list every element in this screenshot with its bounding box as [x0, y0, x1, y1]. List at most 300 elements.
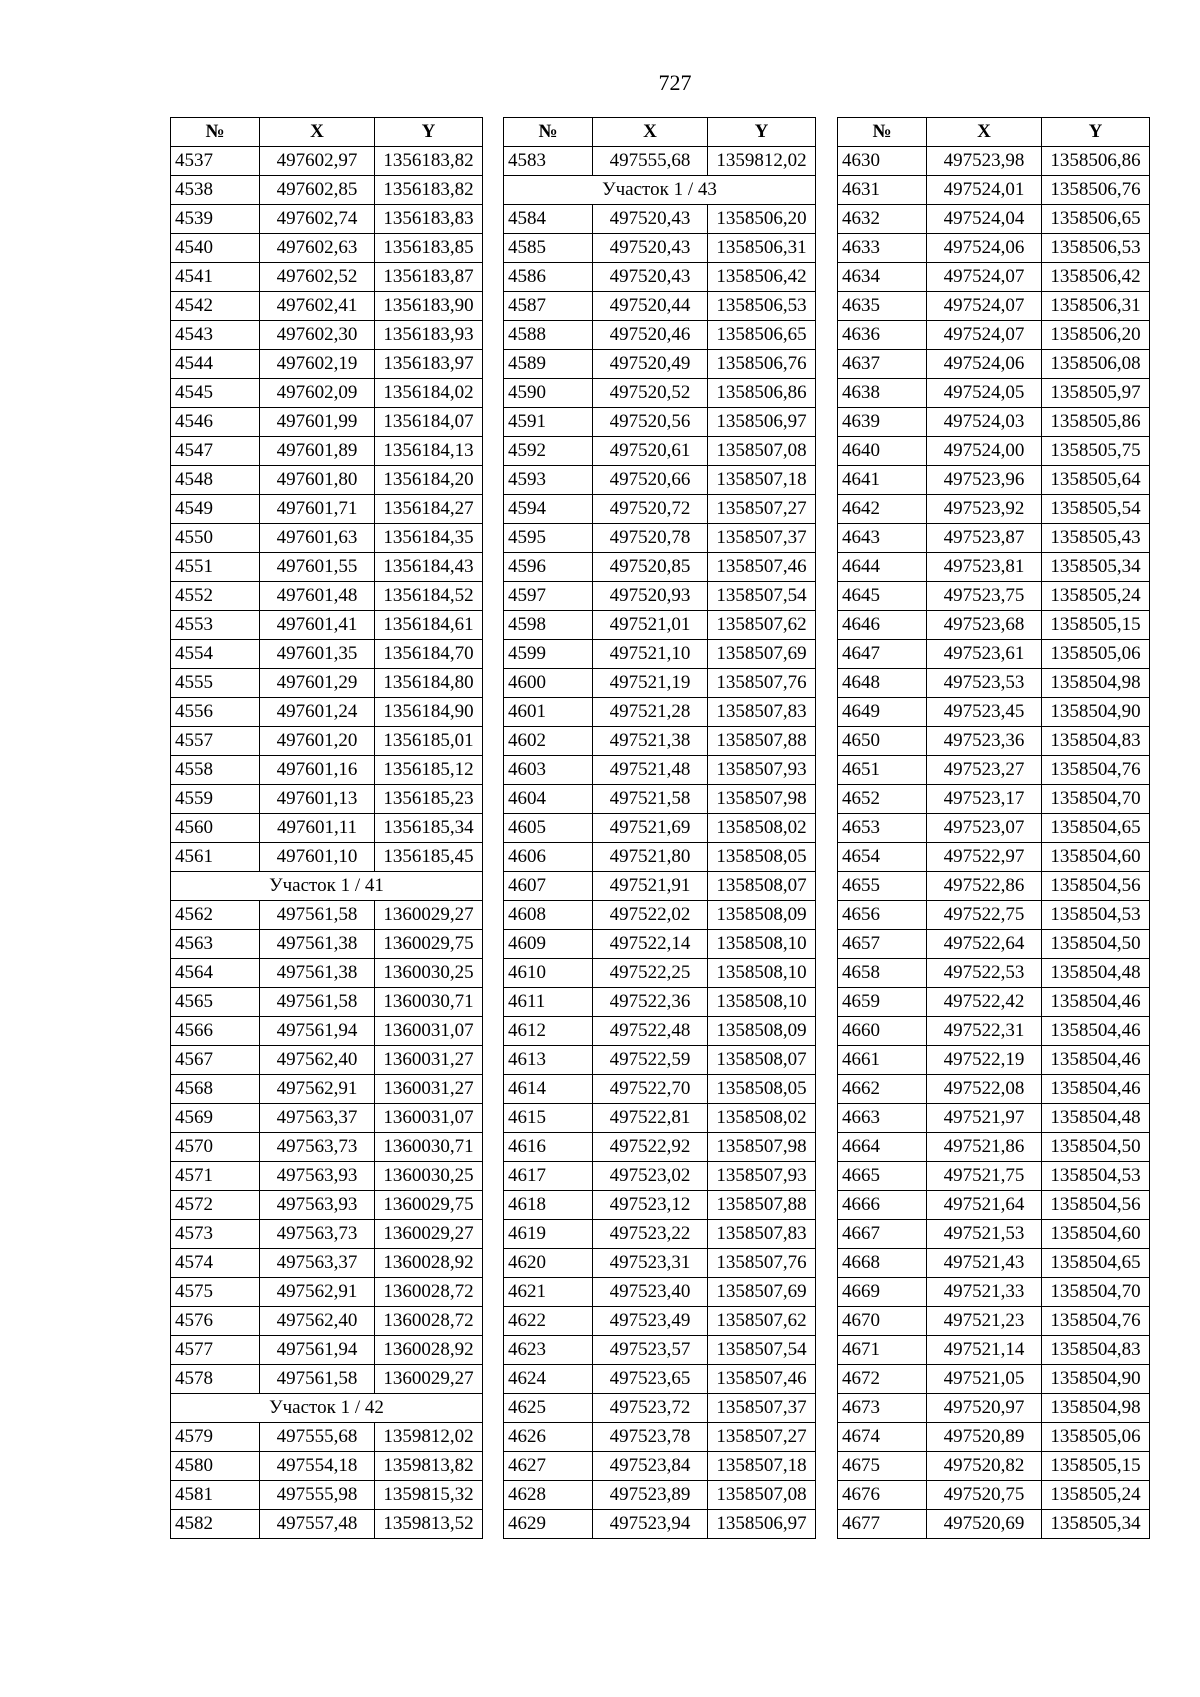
point-number-cell: 4544 [171, 350, 260, 379]
y-coordinate-cell: 1358505,97 [1042, 379, 1150, 408]
point-number-cell: 4667 [838, 1220, 927, 1249]
point-number-cell: 4572 [171, 1191, 260, 1220]
table-row [504, 872, 816, 901]
y-coordinate-cell: 1358507,62 [708, 611, 816, 640]
table-row [504, 988, 816, 1017]
x-coordinate-cell: 497523,53 [927, 669, 1042, 698]
point-number-cell: 4627 [504, 1452, 593, 1481]
y-coordinate-cell: 1358504,46 [1042, 1046, 1150, 1075]
table-row [171, 379, 483, 408]
y-coordinate-cell: 1356184,02 [375, 379, 483, 408]
point-number-cell: 4616 [504, 1133, 593, 1162]
table-row [504, 1017, 816, 1046]
y-coordinate-cell: 1358504,50 [1042, 930, 1150, 959]
y-coordinate-cell: 1360029,27 [375, 1220, 483, 1249]
y-coordinate-cell: 1360030,25 [375, 959, 483, 988]
point-number-cell: 4562 [171, 901, 260, 930]
point-number-cell: 4650 [838, 727, 927, 756]
table-row [838, 843, 1150, 872]
y-coordinate-cell: 1360029,75 [375, 1191, 483, 1220]
x-coordinate-cell: 497601,29 [260, 669, 375, 698]
table-row [171, 553, 483, 582]
x-coordinate-cell: 497522,19 [927, 1046, 1042, 1075]
x-coordinate-cell: 497601,35 [260, 640, 375, 669]
y-coordinate-cell: 1358507,18 [708, 466, 816, 495]
y-coordinate-cell: 1356183,93 [375, 321, 483, 350]
point-number-cell: 4661 [838, 1046, 927, 1075]
x-coordinate-cell: 497555,68 [593, 147, 708, 176]
y-coordinate-cell: 1358507,54 [708, 1336, 816, 1365]
table-row [504, 408, 816, 437]
point-number-cell: 4606 [504, 843, 593, 872]
point-number-cell: 4546 [171, 408, 260, 437]
x-coordinate-cell: 497563,73 [260, 1220, 375, 1249]
table-row [171, 1452, 483, 1481]
table-row [171, 640, 483, 669]
table-row [838, 524, 1150, 553]
x-coordinate-cell: 497520,66 [593, 466, 708, 495]
x-coordinate-cell: 497557,48 [260, 1510, 375, 1539]
y-coordinate-cell: 1356183,85 [375, 234, 483, 263]
header-y: Y [375, 118, 483, 147]
table-row [504, 437, 816, 466]
point-number-cell: 4591 [504, 408, 593, 437]
x-coordinate-cell: 497522,36 [593, 988, 708, 1017]
point-number-cell: 4587 [504, 292, 593, 321]
x-coordinate-cell: 497523,17 [927, 785, 1042, 814]
x-coordinate-cell: 497563,93 [260, 1191, 375, 1220]
table-row [838, 1162, 1150, 1191]
y-coordinate-cell: 1360029,75 [375, 930, 483, 959]
y-coordinate-cell: 1358505,24 [1042, 582, 1150, 611]
x-coordinate-cell: 497602,85 [260, 176, 375, 205]
table-row [838, 437, 1150, 466]
table-row [838, 321, 1150, 350]
point-number-cell: 4595 [504, 524, 593, 553]
header-y: Y [708, 118, 816, 147]
point-number-cell: 4655 [838, 872, 927, 901]
section-header-row [504, 176, 816, 205]
point-number-cell: 4625 [504, 1394, 593, 1423]
y-coordinate-cell: 1358504,65 [1042, 814, 1150, 843]
point-number-cell: 4577 [171, 1336, 260, 1365]
table-row [171, 1046, 483, 1075]
x-coordinate-cell: 497520,89 [927, 1423, 1042, 1452]
y-coordinate-cell: 1356184,90 [375, 698, 483, 727]
table-row [504, 814, 816, 843]
x-coordinate-cell: 497523,89 [593, 1481, 708, 1510]
point-number-cell: 4601 [504, 698, 593, 727]
y-coordinate-cell: 1358505,34 [1042, 1510, 1150, 1539]
table-row [171, 1220, 483, 1249]
y-coordinate-cell: 1358505,15 [1042, 1452, 1150, 1481]
y-coordinate-cell: 1356185,45 [375, 843, 483, 872]
point-number-cell: 4543 [171, 321, 260, 350]
table-header-row [171, 118, 483, 147]
table-row [504, 495, 816, 524]
table-row [838, 292, 1150, 321]
point-number-cell: 4547 [171, 437, 260, 466]
table-row [504, 901, 816, 930]
y-coordinate-cell: 1356183,82 [375, 176, 483, 205]
x-coordinate-cell: 497521,43 [927, 1249, 1042, 1278]
table-row [838, 350, 1150, 379]
y-coordinate-cell: 1360028,72 [375, 1307, 483, 1336]
y-coordinate-cell: 1358506,65 [708, 321, 816, 350]
point-number-cell: 4589 [504, 350, 593, 379]
table-row [171, 1510, 483, 1539]
table-row [838, 901, 1150, 930]
point-number-cell: 4567 [171, 1046, 260, 1075]
x-coordinate-cell: 497523,40 [593, 1278, 708, 1307]
y-coordinate-cell: 1356184,43 [375, 553, 483, 582]
x-coordinate-cell: 497520,56 [593, 408, 708, 437]
x-coordinate-cell: 497523,84 [593, 1452, 708, 1481]
point-number-cell: 4657 [838, 930, 927, 959]
point-number-cell: 4585 [504, 234, 593, 263]
y-coordinate-cell: 1358504,46 [1042, 988, 1150, 1017]
x-coordinate-cell: 497524,05 [927, 379, 1042, 408]
table-row [838, 930, 1150, 959]
y-coordinate-cell: 1358506,08 [1042, 350, 1150, 379]
x-coordinate-cell: 497602,19 [260, 350, 375, 379]
y-coordinate-cell: 1358504,60 [1042, 1220, 1150, 1249]
y-coordinate-cell: 1358506,86 [708, 379, 816, 408]
x-coordinate-cell: 497523,02 [593, 1162, 708, 1191]
x-coordinate-cell: 497523,49 [593, 1307, 708, 1336]
y-coordinate-cell: 1358504,65 [1042, 1249, 1150, 1278]
y-coordinate-cell: 1358507,08 [708, 1481, 816, 1510]
table-header-row [838, 118, 1150, 147]
y-coordinate-cell: 1360029,27 [375, 1365, 483, 1394]
table-row [171, 1017, 483, 1046]
table-row [504, 1307, 816, 1336]
table-row [838, 1278, 1150, 1307]
y-coordinate-cell: 1358507,46 [708, 1365, 816, 1394]
y-coordinate-cell: 1358507,62 [708, 1307, 816, 1336]
table-row [838, 553, 1150, 582]
header-number: № [171, 118, 260, 147]
y-coordinate-cell: 1358504,76 [1042, 1307, 1150, 1336]
table-row [838, 176, 1150, 205]
table-row [838, 1017, 1150, 1046]
x-coordinate-cell: 497522,14 [593, 930, 708, 959]
table-header-row [504, 118, 816, 147]
x-coordinate-cell: 497522,70 [593, 1075, 708, 1104]
x-coordinate-cell: 497522,48 [593, 1017, 708, 1046]
y-coordinate-cell: 1359812,02 [708, 147, 816, 176]
point-number-cell: 4643 [838, 524, 927, 553]
x-coordinate-cell: 497523,81 [927, 553, 1042, 582]
x-coordinate-cell: 497524,07 [927, 321, 1042, 350]
point-number-cell: 4654 [838, 843, 927, 872]
table-row [504, 205, 816, 234]
x-coordinate-cell: 497601,71 [260, 495, 375, 524]
point-number-cell: 4574 [171, 1249, 260, 1278]
y-coordinate-cell: 1356184,13 [375, 437, 483, 466]
y-coordinate-cell: 1358504,90 [1042, 1365, 1150, 1394]
y-coordinate-cell: 1358508,02 [708, 1104, 816, 1133]
point-number-cell: 4614 [504, 1075, 593, 1104]
point-number-cell: 4658 [838, 959, 927, 988]
table-row [838, 785, 1150, 814]
x-coordinate-cell: 497523,57 [593, 1336, 708, 1365]
x-coordinate-cell: 497521,80 [593, 843, 708, 872]
table-row [838, 988, 1150, 1017]
point-number-cell: 4631 [838, 176, 927, 205]
x-coordinate-cell: 497522,25 [593, 959, 708, 988]
y-coordinate-cell: 1358507,93 [708, 1162, 816, 1191]
x-coordinate-cell: 497601,24 [260, 698, 375, 727]
point-number-cell: 4638 [838, 379, 927, 408]
point-number-cell: 4668 [838, 1249, 927, 1278]
y-coordinate-cell: 1358508,10 [708, 988, 816, 1017]
x-coordinate-cell: 497524,00 [927, 437, 1042, 466]
point-number-cell: 4607 [504, 872, 593, 901]
y-coordinate-cell: 1359813,52 [375, 1510, 483, 1539]
table-row [171, 1075, 483, 1104]
x-coordinate-cell: 497521,64 [927, 1191, 1042, 1220]
x-coordinate-cell: 497520,46 [593, 321, 708, 350]
point-number-cell: 4610 [504, 959, 593, 988]
table-row [504, 669, 816, 698]
x-coordinate-cell: 497601,80 [260, 466, 375, 495]
y-coordinate-cell: 1358507,46 [708, 553, 816, 582]
x-coordinate-cell: 497522,02 [593, 901, 708, 930]
x-coordinate-cell: 497523,22 [593, 1220, 708, 1249]
point-number-cell: 4557 [171, 727, 260, 756]
point-number-cell: 4671 [838, 1336, 927, 1365]
point-number-cell: 4552 [171, 582, 260, 611]
x-coordinate-cell: 497601,20 [260, 727, 375, 756]
point-number-cell: 4559 [171, 785, 260, 814]
y-coordinate-cell: 1356184,80 [375, 669, 483, 698]
table-row [838, 872, 1150, 901]
table-row [504, 1365, 816, 1394]
point-number-cell: 4674 [838, 1423, 927, 1452]
point-number-cell: 4665 [838, 1162, 927, 1191]
y-coordinate-cell: 1356183,87 [375, 263, 483, 292]
x-coordinate-cell: 497602,74 [260, 205, 375, 234]
table-row [171, 959, 483, 988]
x-coordinate-cell: 497521,23 [927, 1307, 1042, 1336]
point-number-cell: 4626 [504, 1423, 593, 1452]
x-coordinate-cell: 497524,07 [927, 263, 1042, 292]
x-coordinate-cell: 497523,45 [927, 698, 1042, 727]
table-row [171, 437, 483, 466]
point-number-cell: 4600 [504, 669, 593, 698]
table-row [838, 1075, 1150, 1104]
table-row [838, 1423, 1150, 1452]
point-number-cell: 4540 [171, 234, 260, 263]
table-row [504, 1046, 816, 1075]
y-coordinate-cell: 1358507,08 [708, 437, 816, 466]
y-coordinate-cell: 1358504,83 [1042, 727, 1150, 756]
y-coordinate-cell: 1356183,82 [375, 147, 483, 176]
point-number-cell: 4635 [838, 292, 927, 321]
table-row [171, 756, 483, 785]
y-coordinate-cell: 1358507,98 [708, 1133, 816, 1162]
point-number-cell: 4648 [838, 669, 927, 698]
x-coordinate-cell: 497561,58 [260, 901, 375, 930]
y-coordinate-cell: 1358507,69 [708, 1278, 816, 1307]
y-coordinate-cell: 1358504,46 [1042, 1075, 1150, 1104]
point-number-cell: 4636 [838, 321, 927, 350]
y-coordinate-cell: 1360028,92 [375, 1249, 483, 1278]
point-number-cell: 4541 [171, 263, 260, 292]
point-number-cell: 4628 [504, 1481, 593, 1510]
table-row [504, 959, 816, 988]
x-coordinate-cell: 497522,59 [593, 1046, 708, 1075]
y-coordinate-cell: 1358507,93 [708, 756, 816, 785]
point-number-cell: 4637 [838, 350, 927, 379]
y-coordinate-cell: 1359815,32 [375, 1481, 483, 1510]
x-coordinate-cell: 497520,97 [927, 1394, 1042, 1423]
x-coordinate-cell: 497520,72 [593, 495, 708, 524]
point-number-cell: 4542 [171, 292, 260, 321]
point-number-cell: 4662 [838, 1075, 927, 1104]
point-number-cell: 4539 [171, 205, 260, 234]
y-coordinate-cell: 1358506,65 [1042, 205, 1150, 234]
table-row [171, 1249, 483, 1278]
point-number-cell: 4555 [171, 669, 260, 698]
table-row [838, 727, 1150, 756]
table-row [171, 321, 483, 350]
x-coordinate-cell: 497521,97 [927, 1104, 1042, 1133]
y-coordinate-cell: 1358504,83 [1042, 1336, 1150, 1365]
x-coordinate-cell: 497601,48 [260, 582, 375, 611]
table-row [838, 582, 1150, 611]
y-coordinate-cell: 1358504,90 [1042, 698, 1150, 727]
table-row [504, 234, 816, 263]
table-row [838, 1220, 1150, 1249]
table-row [504, 350, 816, 379]
table-row [504, 727, 816, 756]
y-coordinate-cell: 1358506,20 [1042, 321, 1150, 350]
point-number-cell: 4558 [171, 756, 260, 785]
point-number-cell: 4553 [171, 611, 260, 640]
point-number-cell: 4554 [171, 640, 260, 669]
point-number-cell: 4582 [171, 1510, 260, 1539]
section-header-row [171, 872, 483, 901]
y-coordinate-cell: 1358508,05 [708, 1075, 816, 1104]
point-number-cell: 4634 [838, 263, 927, 292]
y-coordinate-cell: 1356184,70 [375, 640, 483, 669]
y-coordinate-cell: 1358505,75 [1042, 437, 1150, 466]
x-coordinate-cell: 497523,07 [927, 814, 1042, 843]
y-coordinate-cell: 1358506,97 [708, 408, 816, 437]
point-number-cell: 4649 [838, 698, 927, 727]
point-number-cell: 4621 [504, 1278, 593, 1307]
x-coordinate-cell: 497601,63 [260, 524, 375, 553]
table-row [171, 1104, 483, 1133]
y-coordinate-cell: 1358505,06 [1042, 1423, 1150, 1452]
table-row [504, 524, 816, 553]
x-coordinate-cell: 497523,61 [927, 640, 1042, 669]
table-row [504, 379, 816, 408]
point-number-cell: 4652 [838, 785, 927, 814]
table-row [838, 611, 1150, 640]
x-coordinate-cell: 497601,41 [260, 611, 375, 640]
table-row [504, 1162, 816, 1191]
x-coordinate-cell: 497520,43 [593, 263, 708, 292]
x-coordinate-cell: 497521,28 [593, 698, 708, 727]
x-coordinate-cell: 497601,10 [260, 843, 375, 872]
x-coordinate-cell: 497601,89 [260, 437, 375, 466]
table-row [838, 1365, 1150, 1394]
y-coordinate-cell: 1358504,50 [1042, 1133, 1150, 1162]
table-row [171, 611, 483, 640]
point-number-cell: 4584 [504, 205, 593, 234]
x-coordinate-cell: 497523,87 [927, 524, 1042, 553]
table-row [171, 1481, 483, 1510]
y-coordinate-cell: 1358506,42 [708, 263, 816, 292]
x-coordinate-cell: 497521,58 [593, 785, 708, 814]
point-number-cell: 4549 [171, 495, 260, 524]
y-coordinate-cell: 1356184,20 [375, 466, 483, 495]
y-coordinate-cell: 1358504,56 [1042, 1191, 1150, 1220]
table-row [171, 147, 483, 176]
x-coordinate-cell: 497522,08 [927, 1075, 1042, 1104]
x-coordinate-cell: 497601,99 [260, 408, 375, 437]
table-row [838, 466, 1150, 495]
table-row [504, 1278, 816, 1307]
point-number-cell: 4639 [838, 408, 927, 437]
header-x: X [260, 118, 375, 147]
y-coordinate-cell: 1359813,82 [375, 1452, 483, 1481]
table-row [171, 292, 483, 321]
table-row [171, 176, 483, 205]
point-number-cell: 4592 [504, 437, 593, 466]
x-coordinate-cell: 497523,75 [927, 582, 1042, 611]
table-row [504, 1104, 816, 1133]
x-coordinate-cell: 497524,07 [927, 292, 1042, 321]
x-coordinate-cell: 497521,33 [927, 1278, 1042, 1307]
x-coordinate-cell: 497521,75 [927, 1162, 1042, 1191]
table-row [171, 1162, 483, 1191]
y-coordinate-cell: 1358504,53 [1042, 901, 1150, 930]
y-coordinate-cell: 1358508,07 [708, 1046, 816, 1075]
x-coordinate-cell: 497602,41 [260, 292, 375, 321]
y-coordinate-cell: 1358505,86 [1042, 408, 1150, 437]
table-row [838, 1452, 1150, 1481]
table-row [838, 379, 1150, 408]
point-number-cell: 4561 [171, 843, 260, 872]
table-row [838, 234, 1150, 263]
header-y: Y [1042, 118, 1150, 147]
y-coordinate-cell: 1358506,42 [1042, 263, 1150, 292]
x-coordinate-cell: 497554,18 [260, 1452, 375, 1481]
x-coordinate-cell: 497562,91 [260, 1278, 375, 1307]
table-row [171, 814, 483, 843]
table-row [171, 234, 483, 263]
point-number-cell: 4620 [504, 1249, 593, 1278]
point-number-cell: 4672 [838, 1365, 927, 1394]
x-coordinate-cell: 497601,13 [260, 785, 375, 814]
x-coordinate-cell: 497522,75 [927, 901, 1042, 930]
table-row [838, 669, 1150, 698]
x-coordinate-cell: 497521,86 [927, 1133, 1042, 1162]
x-coordinate-cell: 497520,69 [927, 1510, 1042, 1539]
point-number-cell: 4660 [838, 1017, 927, 1046]
point-number-cell: 4566 [171, 1017, 260, 1046]
table-row [171, 1278, 483, 1307]
point-number-cell: 4538 [171, 176, 260, 205]
point-number-cell: 4593 [504, 466, 593, 495]
x-coordinate-cell: 497520,49 [593, 350, 708, 379]
point-number-cell: 4608 [504, 901, 593, 930]
table-row [504, 292, 816, 321]
